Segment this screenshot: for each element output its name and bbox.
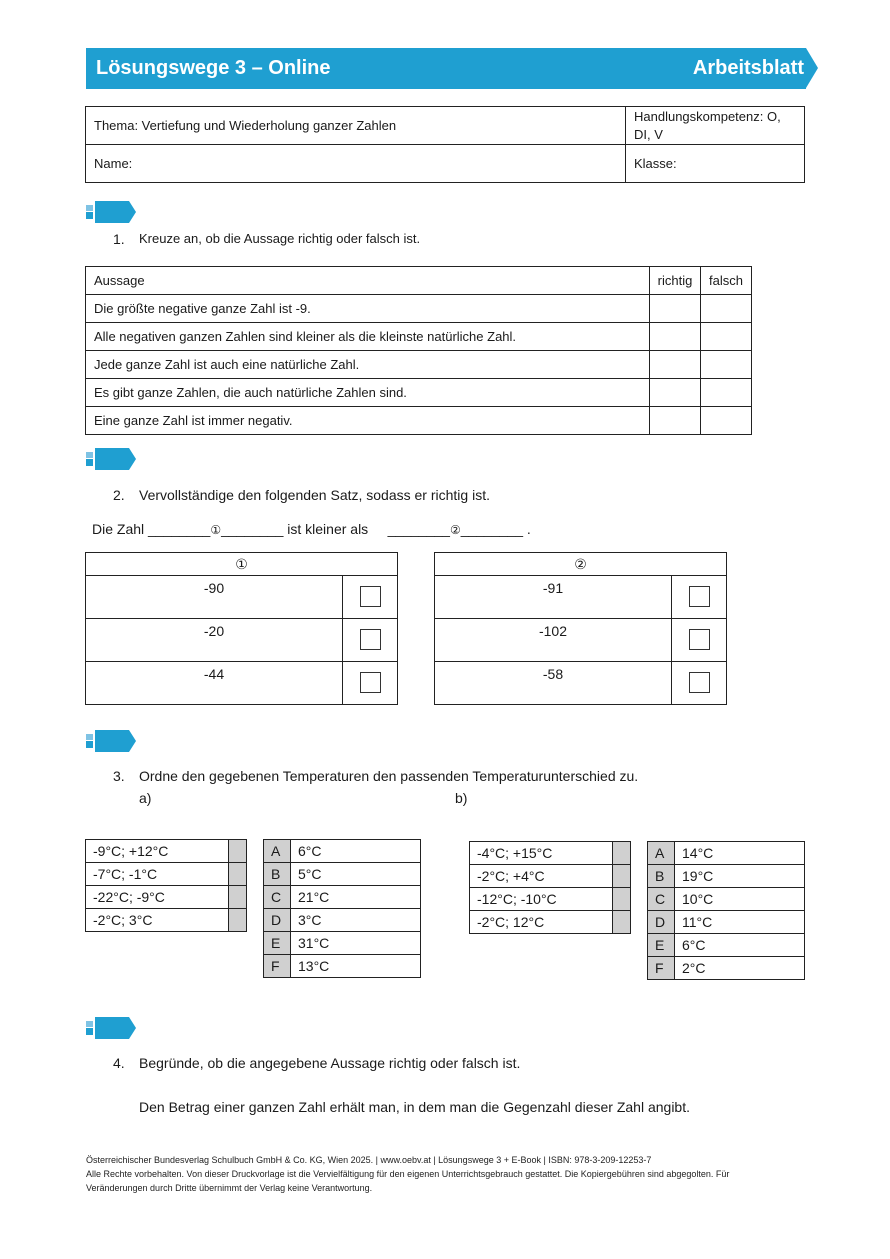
option-value: 2°C bbox=[675, 957, 805, 980]
task-badge-2 bbox=[86, 448, 136, 470]
choice-checkbox[interactable] bbox=[360, 672, 381, 693]
task3-label-a: a) bbox=[139, 790, 152, 806]
temp-pair: -9°C; +12°C bbox=[86, 840, 229, 863]
task-badge-3 bbox=[86, 730, 136, 752]
kompetenz-cell: Handlungskompetenz: O, DI, V bbox=[626, 107, 805, 145]
checkbox-cell bbox=[343, 619, 398, 662]
option-letter: C bbox=[648, 888, 675, 911]
task1-text: Kreuze an, ob die Aussage richtig oder falsch ist. bbox=[139, 231, 421, 246]
option-value: 11°C bbox=[675, 911, 805, 934]
checkbox-cell bbox=[343, 662, 398, 705]
choice-checkbox[interactable] bbox=[360, 586, 381, 607]
option-value: 13°C bbox=[291, 955, 421, 978]
options-table-b bbox=[647, 841, 805, 980]
answer-field[interactable] bbox=[229, 886, 247, 909]
choice-header-1: ① bbox=[86, 553, 398, 576]
info-table bbox=[85, 106, 805, 183]
marker-2: ② bbox=[449, 523, 461, 537]
answer-field[interactable] bbox=[229, 863, 247, 886]
option-value: 10°C bbox=[675, 888, 805, 911]
option-letter: A bbox=[648, 842, 675, 865]
sentence-line bbox=[92, 521, 531, 537]
checkbox-cell bbox=[672, 576, 727, 619]
option-letter: A bbox=[264, 840, 291, 863]
task-badge-1 bbox=[86, 201, 136, 223]
richtig-checkbox[interactable] bbox=[650, 351, 701, 379]
task1-table bbox=[85, 266, 752, 435]
table-row bbox=[86, 351, 752, 379]
option-value: 5°C bbox=[291, 863, 421, 886]
answer-field[interactable] bbox=[613, 888, 631, 911]
richtig-checkbox[interactable] bbox=[650, 323, 701, 351]
choice-value: -58 bbox=[435, 662, 672, 705]
checkbox-cell bbox=[672, 619, 727, 662]
temps-table-b bbox=[469, 841, 631, 934]
temp-pair: -22°C; -9°C bbox=[86, 886, 229, 909]
temp-pair: -12°C; -10°C bbox=[470, 888, 613, 911]
option-letter: D bbox=[648, 911, 675, 934]
footer-line-3: Veränderungen durch Dritte übernimmt der Verlag keine Verantwortung. bbox=[86, 1183, 373, 1193]
task-badge-4 bbox=[86, 1017, 136, 1039]
task1-number: 1. bbox=[113, 231, 125, 247]
sentence-part4: ________ . bbox=[460, 521, 531, 537]
choice-table-1 bbox=[85, 552, 398, 705]
option-letter: F bbox=[648, 957, 675, 980]
option-value: 19°C bbox=[675, 865, 805, 888]
answer-field[interactable] bbox=[613, 865, 631, 888]
sentence-part3: ________ bbox=[387, 521, 450, 537]
falsch-checkbox[interactable] bbox=[701, 379, 752, 407]
choice-value: -44 bbox=[86, 662, 343, 705]
falsch-checkbox[interactable] bbox=[701, 407, 752, 435]
falsch-checkbox[interactable] bbox=[701, 323, 752, 351]
col-falsch: falsch bbox=[701, 267, 752, 295]
table-row bbox=[86, 379, 752, 407]
task2-text: Vervollständige den folgenden Satz, sodass er richtig ist. bbox=[139, 487, 490, 503]
sentence-part1: Die Zahl ________ bbox=[92, 521, 211, 537]
statement-cell: Es gibt ganze Zahlen, die auch natürliche Zahlen sind. bbox=[86, 379, 650, 407]
footer bbox=[86, 1153, 806, 1195]
task3-text: Ordne den gegebenen Temperaturen den passenden Temperaturunterschied zu. bbox=[139, 768, 639, 784]
table-row bbox=[86, 407, 752, 435]
statement-cell: Die größte negative ganze Zahl ist -9. bbox=[86, 295, 650, 323]
banner-arrow bbox=[806, 48, 818, 88]
statement-cell: Jede ganze Zahl ist auch eine natürliche Zahl. bbox=[86, 351, 650, 379]
option-value: 6°C bbox=[291, 840, 421, 863]
header-title: Lösungswege 3 – Online bbox=[96, 57, 331, 79]
option-value: 3°C bbox=[291, 909, 421, 932]
option-value: 14°C bbox=[675, 842, 805, 865]
temp-pair: -4°C; +15°C bbox=[470, 842, 613, 865]
choice-value: -20 bbox=[86, 619, 343, 662]
task3-number: 3. bbox=[113, 768, 125, 784]
klasse-cell[interactable]: Klasse: bbox=[626, 145, 805, 183]
temp-pair: -2°C; 3°C bbox=[86, 909, 229, 932]
option-letter: E bbox=[648, 934, 675, 957]
answer-field[interactable] bbox=[613, 842, 631, 865]
task4-statement: Den Betrag einer ganzen Zahl erhält man, in dem man die Gegenzahl dieser Zahl angibt. bbox=[139, 1099, 690, 1115]
sentence-part2: ________ ist kleiner als bbox=[221, 521, 369, 537]
option-letter: E bbox=[264, 932, 291, 955]
option-letter: D bbox=[264, 909, 291, 932]
choice-header-2: ② bbox=[435, 553, 727, 576]
choice-table-2 bbox=[434, 552, 727, 705]
choice-checkbox[interactable] bbox=[689, 672, 710, 693]
header-banner bbox=[86, 48, 806, 89]
options-table-a bbox=[263, 839, 421, 978]
checkbox-cell bbox=[343, 576, 398, 619]
choice-value: -91 bbox=[435, 576, 672, 619]
option-letter: B bbox=[264, 863, 291, 886]
statement-cell: Eine ganze Zahl ist immer negativ. bbox=[86, 407, 650, 435]
choice-value: -102 bbox=[435, 619, 672, 662]
task3-label-b: b) bbox=[455, 790, 468, 806]
option-letter: F bbox=[264, 955, 291, 978]
richtig-checkbox[interactable] bbox=[650, 407, 701, 435]
answer-field[interactable] bbox=[229, 840, 247, 863]
temp-pair: -2°C; 12°C bbox=[470, 911, 613, 934]
table-row bbox=[86, 323, 752, 351]
footer-line-2: Alle Rechte vorbehalten. Von dieser Druckvorlage ist die Vervielfältigung für den eigenen Unterrichtsgebrauch gestattet. Die Kopiergebühren sind abgegolten. Für bbox=[86, 1169, 730, 1179]
col-aussage: Aussage bbox=[86, 267, 650, 295]
col-richtig: richtig bbox=[650, 267, 701, 295]
option-letter: B bbox=[648, 865, 675, 888]
task4-number: 4. bbox=[113, 1055, 125, 1071]
name-cell[interactable]: Name: bbox=[86, 145, 626, 183]
choice-checkbox[interactable] bbox=[360, 629, 381, 650]
richtig-checkbox[interactable] bbox=[650, 379, 701, 407]
answer-field[interactable] bbox=[229, 909, 247, 932]
falsch-checkbox[interactable] bbox=[701, 295, 752, 323]
task4-text: Begründe, ob die angegebene Aussage richtig oder falsch ist. bbox=[139, 1055, 521, 1071]
task2-number: 2. bbox=[113, 487, 125, 503]
temp-pair: -2°C; +4°C bbox=[470, 865, 613, 888]
richtig-checkbox[interactable] bbox=[650, 295, 701, 323]
answer-field[interactable] bbox=[613, 911, 631, 934]
option-value: 6°C bbox=[675, 934, 805, 957]
footer-line-1: Österreichischer Bundesverlag Schulbuch GmbH & Co. KG, Wien 2025. | www.oebv.at | Lösungswege 3 + E-Book | ISBN: 978-3-209-12253-7 bbox=[86, 1155, 652, 1165]
temps-table-a bbox=[85, 839, 247, 932]
choice-checkbox[interactable] bbox=[689, 586, 710, 607]
checkbox-cell bbox=[672, 662, 727, 705]
option-letter: C bbox=[264, 886, 291, 909]
option-value: 31°C bbox=[291, 932, 421, 955]
option-value: 21°C bbox=[291, 886, 421, 909]
thema-cell: Thema: Vertiefung und Wiederholung ganzer Zahlen bbox=[86, 107, 626, 145]
table-row bbox=[86, 295, 752, 323]
statement-cell: Alle negativen ganzen Zahlen sind kleiner als die kleinste natürliche Zahl. bbox=[86, 323, 650, 351]
marker-1: ① bbox=[210, 523, 222, 537]
header-type: Arbeitsblatt bbox=[692, 57, 804, 79]
choice-checkbox[interactable] bbox=[689, 629, 710, 650]
choice-value: -90 bbox=[86, 576, 343, 619]
falsch-checkbox[interactable] bbox=[701, 351, 752, 379]
temp-pair: -7°C; -1°C bbox=[86, 863, 229, 886]
